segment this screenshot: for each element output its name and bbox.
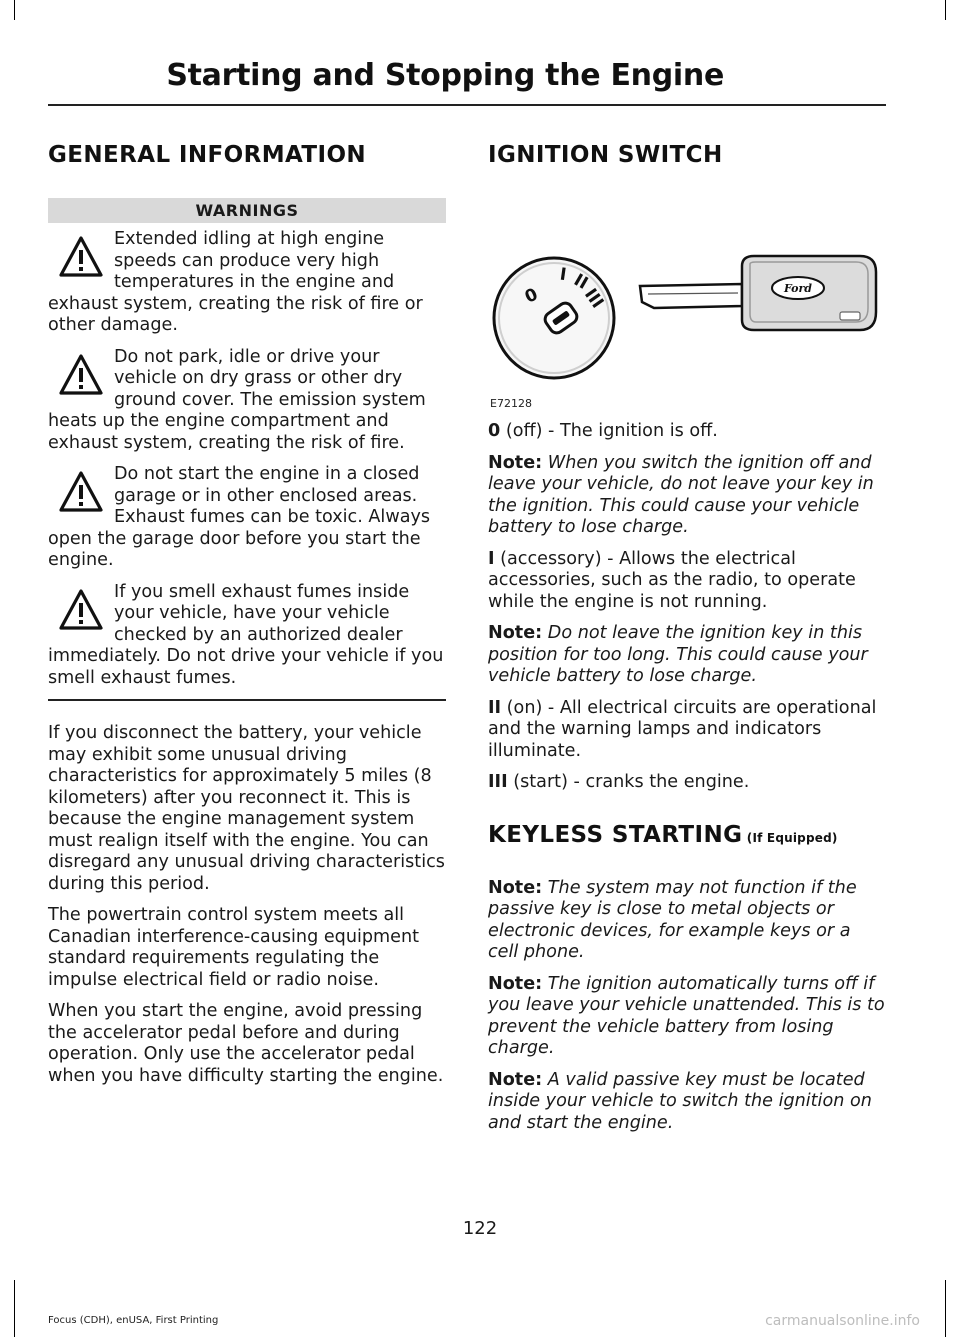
warning-item [48, 347, 446, 455]
keyless-heading-suffix: (If Equipped) [742, 830, 838, 845]
position-label: II [488, 697, 502, 718]
ford-logo: Ford [783, 282, 813, 295]
note-label: Note: [488, 623, 543, 643]
right-column [488, 142, 886, 1144]
note-label: Note: [488, 877, 543, 898]
note [488, 623, 886, 688]
warning-text: Extended idling at high engine speeds can produce very high temperatures in the engine and exhaust system, creating the risk of fire or other damage. [48, 229, 423, 335]
warning-triangle-icon [58, 588, 104, 632]
note [488, 878, 886, 964]
note-text: The ignition automatically turns off if you leave your vehicle unattended. This is to prevent the vehicle battery from losing charge. [488, 973, 885, 1058]
body-paragraph: The powertrain control system meets all Canadian interference-causing equipment standard requirements regulating the impulse electrical field or radio noise. [48, 905, 420, 990]
switch-mark-3: III [579, 285, 608, 313]
warning-triangle-icon [58, 235, 104, 279]
position-label: I [488, 548, 495, 569]
warning-item [48, 229, 446, 337]
page-title: Starting and Stopping the Engine [166, 58, 724, 93]
crop-mark-bottom-right [945, 1280, 946, 1337]
warning-triangle-icon [58, 470, 104, 514]
keyless-starting-heading [488, 822, 886, 848]
left-column [48, 142, 446, 1097]
keyless-heading-text: KEYLESS STARTING [488, 821, 743, 848]
key-head [742, 256, 876, 330]
position-text: (start) - cranks the engine. [507, 772, 750, 792]
note-text: Do not leave the ignition key in this position for too long. This could cause your vehicle battery to lose charge. [488, 623, 868, 686]
switch-mark-2: II [570, 270, 592, 294]
page-number: 122 [462, 1218, 498, 1239]
ignition-position-accessory [488, 549, 886, 614]
switch-mark-0: 0 [521, 284, 542, 308]
position-text: (off) - The ignition is off. [500, 421, 718, 441]
ignition-position-on [488, 698, 886, 763]
note [488, 974, 886, 1060]
ignition-switch-heading: IGNITION SWITCH [488, 142, 723, 168]
position-text: (accessory) - Allows the electrical accessories, such as the radio, to operate while the engine is not running. [488, 548, 856, 612]
general-information-heading: GENERAL INFORMATION [48, 142, 367, 168]
note-label: Note: [488, 1069, 543, 1090]
warning-text: Do not start the engine in a closed garage or in other enclosed areas. Exhaust fumes can be toxic. Always open the garage door before you start the engine. [48, 464, 431, 570]
key-blade [640, 284, 742, 308]
warning-text: Do not park, idle or drive your vehicle on dry grass or other dry ground cover. The emission system heats up the engine compartment and exhaust system, creating the risk of fire. [48, 346, 426, 453]
note-label: Note: [488, 973, 543, 994]
note [488, 1070, 886, 1135]
crop-mark-top-left [14, 0, 15, 20]
ignition-position-start [488, 772, 886, 794]
ignition-position-off [488, 421, 886, 443]
position-text: (on) - All electrical circuits are operational and the warning lamps and indicators illuminate. [488, 697, 877, 761]
warning-text: If you smell exhaust fumes inside your vehicle, have your vehicle checked by an authorized dealer immediately. Do not drive your vehicle if you smell exhaust fumes. [48, 581, 444, 688]
switch-mark-1: I [558, 264, 568, 286]
ignition-key-illustration [488, 194, 886, 394]
body-paragraph: If you disconnect the battery, your vehicle may exhibit some unusual driving characteristics for approximately 5 miles (8 kilometers) after you reconnect it. This is because the engine management system must realign itself with the engine. You can disregard any unusual driving characteristics during this period. [48, 723, 445, 894]
note-text: The system may not function if the passive key is close to metal objects or electronic devices, for example keys or a cell phone. [488, 877, 857, 962]
crop-mark-bottom-left [14, 1280, 15, 1337]
note-text: A valid passive key must be located inside your vehicle to switch the ignition on and start the engine. [488, 1069, 872, 1133]
position-label: III [488, 772, 508, 792]
figure-id: E72128 [490, 397, 532, 410]
note-text: When you switch the ignition off and leave your vehicle, do not leave your key in the ignition. This could cause your vehicle battery to lose charge. [488, 452, 874, 537]
title-divider [48, 104, 886, 106]
warnings-heading: WARNINGS [48, 198, 446, 223]
note-label: Note: [488, 452, 543, 473]
warnings-divider [48, 699, 446, 701]
crop-mark-top-right [945, 0, 946, 20]
warning-item [48, 582, 446, 690]
position-label: 0 [488, 421, 501, 441]
warning-triangle-icon [58, 353, 104, 397]
note [488, 453, 886, 539]
watermark: carmanualsonline.info [765, 1313, 920, 1329]
warning-item [48, 464, 446, 572]
body-paragraph: When you start the engine, avoid pressing the accelerator pedal before and during operation. Only use the accelerator pedal when you have difficulty starting the engine. [48, 1001, 444, 1086]
ignition-figure [488, 194, 886, 419]
footer-edition: Focus (CDH), enUSA, First Printing [48, 1315, 219, 1326]
